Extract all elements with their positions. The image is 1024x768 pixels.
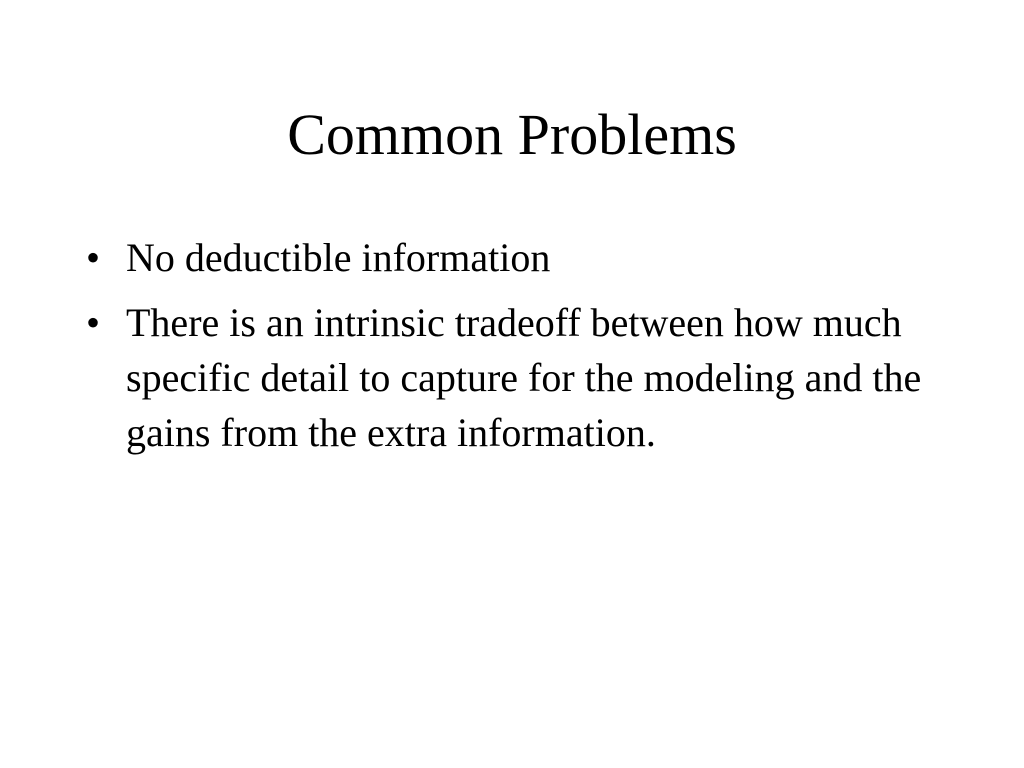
bullet-icon: • bbox=[86, 300, 101, 345]
bullet-text: No deductible information bbox=[126, 235, 551, 280]
bullet-item bbox=[86, 295, 926, 460]
bullet-icon: • bbox=[86, 235, 101, 280]
bullet-list bbox=[86, 230, 926, 470]
slide-title: Common Problems bbox=[287, 102, 737, 167]
bullet-text: There is an intrinsic tradeoff between how much specific detail to capture for the modeling and the gains from the extra information. bbox=[126, 300, 922, 455]
bullet-item bbox=[86, 230, 926, 285]
